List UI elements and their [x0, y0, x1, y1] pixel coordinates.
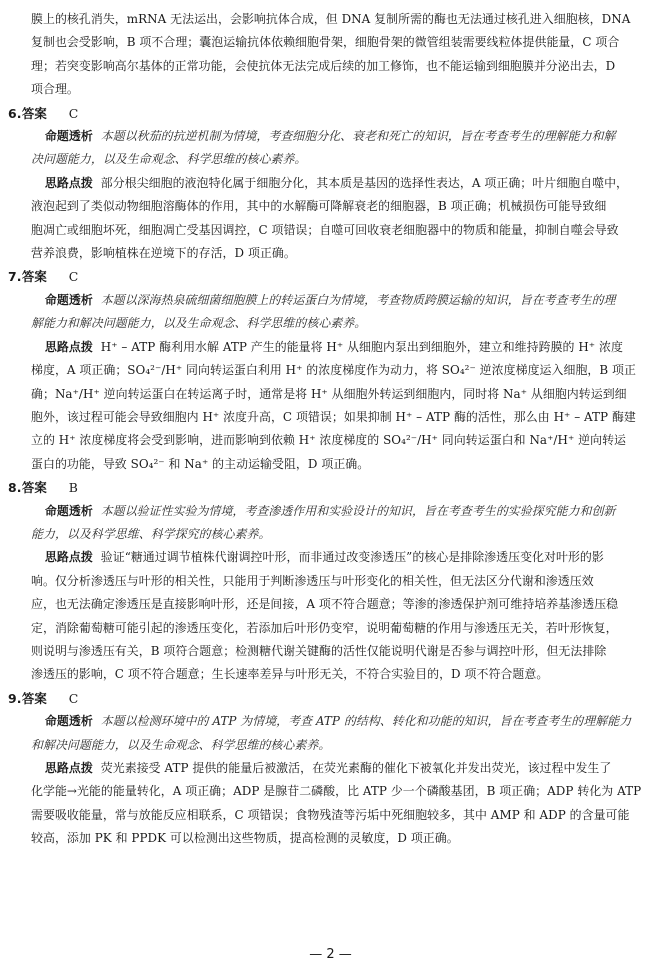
text-line: [31, 663, 641, 686]
section-text: 验证“糖通过调节植株代谢调控叶形，而非通过改变渗透压”的核心是排除渗透压变化对叶形的影: [100, 550, 604, 565]
text-line: [31, 734, 641, 757]
text-line: [31, 406, 641, 429]
text-line: [31, 312, 641, 335]
text-line: 膜上的核孔消失，mRNA 无法运出，会影响抗体合成，但 DNA 复制所需的酶也无法通过核孔进入细胞核，DNA: [31, 12, 631, 26]
answer-value: C: [68, 105, 79, 121]
section-text: 本题以验证性实验为情境，考查渗透作用和实验设计的知识，旨在考查考生的实验探究能力和创新: [100, 503, 616, 518]
section-first-line: [31, 757, 641, 780]
answer-label: 答案: [21, 690, 47, 706]
answer-label: 答案: [21, 480, 47, 496]
section-text: 立的 H⁺ 浓度梯度将会受到影响，进而影响到依赖 H⁺ 浓度梯度的 SO₄²⁻/H⁺ 同向转运蛋白和 Na⁺/H⁺ 逆向转运: [31, 433, 627, 448]
section-first-line: [31, 336, 641, 359]
section-text: 解能力和解决问题能力，以及生命观念、科学思维的核心素养。: [31, 316, 367, 331]
intro-paragraph: [31, 8, 645, 102]
section-text: 定，消除葡萄糖可能引起的渗透压变化，若添加后叶形仍变窄，说明葡萄糖的作用与渗透压无关，若叶形恢复，: [31, 620, 618, 635]
text-line: [31, 640, 641, 663]
question-number: 8.: [8, 480, 22, 496]
section-text: 渗透压的影响，C 项不符合题意；生长速率差异与叶形无关，不符合实验目的，D 项不符合题意。: [31, 667, 549, 682]
section-first-line: [31, 710, 641, 733]
question-block: [8, 476, 645, 687]
text-line: 复制也会受影响，B 项不合理；囊泡运输抗体依赖细胞骨架，细胞骨架的微管组装需要线粒体提供能量，C 项合: [31, 35, 620, 50]
question-block: [8, 687, 645, 851]
text-line: [31, 827, 641, 850]
section-label: 命题透析: [44, 292, 93, 307]
section-text: 本题以检测环境中的 ATP 为情境，考查 ATP 的结构、转化和功能的知识，旨在考查考生的理解能力: [100, 714, 632, 729]
question-header: [8, 265, 641, 288]
text-line: [31, 570, 641, 593]
section-text: 梯度，A 项正确；SO₄²⁻/H⁺ 同向转运蛋白利用 H⁺ 的浓度梯度作为动力，将 SO₄²⁻ 逆浓度梯度运入细胞，B 项正: [31, 363, 637, 378]
text-line: [31, 359, 641, 382]
answer-value: C: [68, 269, 79, 285]
section-label: 思路点拨: [44, 175, 93, 190]
question-number: 9.: [8, 690, 22, 706]
section-text: 本题以秋茄的抗逆机制为情境，考查细胞分化、衰老和死亡的知识，旨在考查考生的理解能力和解: [100, 129, 616, 144]
section-label: 思路点拨: [44, 761, 93, 775]
text-line: [31, 523, 641, 546]
section-text: H⁺ – ATP 酶利用水解 ATP 产生的能量将 H⁺ 从细胞内泵出到细胞外，建立和维持跨膜的 H⁺ 浓度: [100, 339, 623, 354]
section-text: 荧光素接受 ATP 提供的能量后被激活，在荧光素酶的催化下被氧化并发出荧光，该过程中发生了: [100, 761, 612, 775]
question-number: 7.: [8, 269, 22, 285]
question-header: [8, 687, 641, 710]
section-text: 营养浪费，影响植株在逆境下的存活，D 项正确。: [31, 246, 296, 261]
text-line: [31, 453, 641, 476]
question-list: [8, 102, 645, 851]
section-text: 本题以深海热泉硫细菌细胞膜上的转运蛋白为情境，考查物质跨膜运输的知识，旨在考查考生的理: [100, 292, 616, 307]
section-text: 化学能→光能的能量转化，A 项正确；ADP 是腺苷二磷酸，比 ATP 少一个磷酸基团，B 项正确；ADP 转化为 ATP: [31, 784, 642, 799]
answer-value: C: [68, 690, 79, 706]
answer-label: 答案: [21, 269, 47, 285]
section-text: 和解决问题能力，以及生命观念、科学思维的核心素养。: [31, 737, 331, 752]
section-first-line: [31, 289, 641, 312]
section-first-line: [31, 125, 641, 148]
text-line: [31, 383, 641, 406]
text-line: [31, 195, 641, 218]
section-label: 思路点拨: [44, 550, 93, 565]
section-label: 思路点拨: [44, 339, 93, 354]
text-line: [31, 219, 641, 242]
question-header: [8, 476, 641, 499]
section-text: 胞凋亡或细胞坏死，细胞凋亡受基因调控，C 项错误；自噬可回收衰老细胞器中的物质和能量，抑制自噬会导致: [31, 222, 619, 237]
text-line: [31, 804, 641, 827]
section-text: 响。仅分析渗透压与叶形的相关性，只能用于判断渗透压与叶形变化的相关性，但无法区分代谢和渗透压效: [31, 573, 594, 588]
page-number: — 2 —: [309, 947, 352, 962]
text-line: [31, 148, 641, 171]
section-label: 命题透析: [44, 503, 93, 518]
text-line: 理；若突变影响高尔基体的正常功能，会使抗体无法完成后续的加工修饰，也不能运输到细胞膜并分泌出去，D: [31, 58, 616, 73]
answer-value: B: [68, 480, 78, 496]
question-block: [8, 102, 645, 266]
text-line: [31, 780, 641, 803]
question-header: [8, 102, 641, 125]
section-text: 较高，添加 PK 和 PPDK 可以检测出这些物质，提高检测的灵敏度，D 项正确。: [31, 831, 459, 846]
section-text: 应，也无法确定渗透压是直接影响叶形，还是间接，A 项不符合题意；等渗的渗透保护剂可维持培养基渗透压稳: [31, 597, 619, 612]
text-line: [31, 617, 641, 640]
section-label: 命题透析: [44, 714, 93, 729]
section-text: 需要吸收能量，常与放能反应相联系，C 项错误；食物残渣等污垢中死细胞较多，其中 AMP 和 ADP 的含量可能: [31, 807, 630, 822]
section-text: 决问题能力，以及生命观念、科学思维的核心素养。: [31, 152, 307, 167]
text-line: [31, 593, 641, 616]
text-line: [31, 242, 641, 265]
text-line: [31, 429, 641, 452]
text-line: 项合理。: [31, 82, 79, 97]
question-block: [8, 265, 645, 476]
section-text: 蛋白的功能，导致 SO₄²⁻ 和 Na⁺ 的主动运输受阻，D 项正确。: [31, 456, 370, 471]
section-first-line: [31, 172, 641, 195]
answer-label: 答案: [21, 105, 47, 121]
section-text: 能力，以及科学思维、科学探究的核心素养。: [31, 526, 271, 541]
section-text: 胞外，该过程可能会导致细胞内 H⁺ 浓度升高，C 项错误；如果抑制 H⁺ – ATP 酶的活性，那么由 H⁺ – ATP 酶建: [31, 409, 636, 424]
section-first-line: [31, 500, 641, 523]
section-label: 命题透析: [44, 129, 93, 144]
section-text: 部分根尖细胞的液泡特化属于细胞分化，其本质是基因的选择性表达，A 项正确；叶片细胞自噬中，: [100, 175, 629, 190]
section-text: 液泡起到了类似动物细胞溶酶体的作用，其中的水解酶可降解衰老的细胞器，B 项正确；机械损伤可能导致细: [31, 199, 607, 214]
question-number: 6.: [8, 105, 22, 121]
section-text: 则说明与渗透压有关，B 项符合题意；检测糖代谢关键酶的活性仅能说明代谢是否参与调控叶形，但无法排除: [31, 643, 607, 658]
section-text: 确；Na⁺/H⁺ 逆向转运蛋白在转运离子时，通常是将 H⁺ 从细胞外转运到细胞内，同时将 Na⁺ 从细胞内转运到细: [31, 386, 627, 401]
section-first-line: [31, 546, 641, 569]
